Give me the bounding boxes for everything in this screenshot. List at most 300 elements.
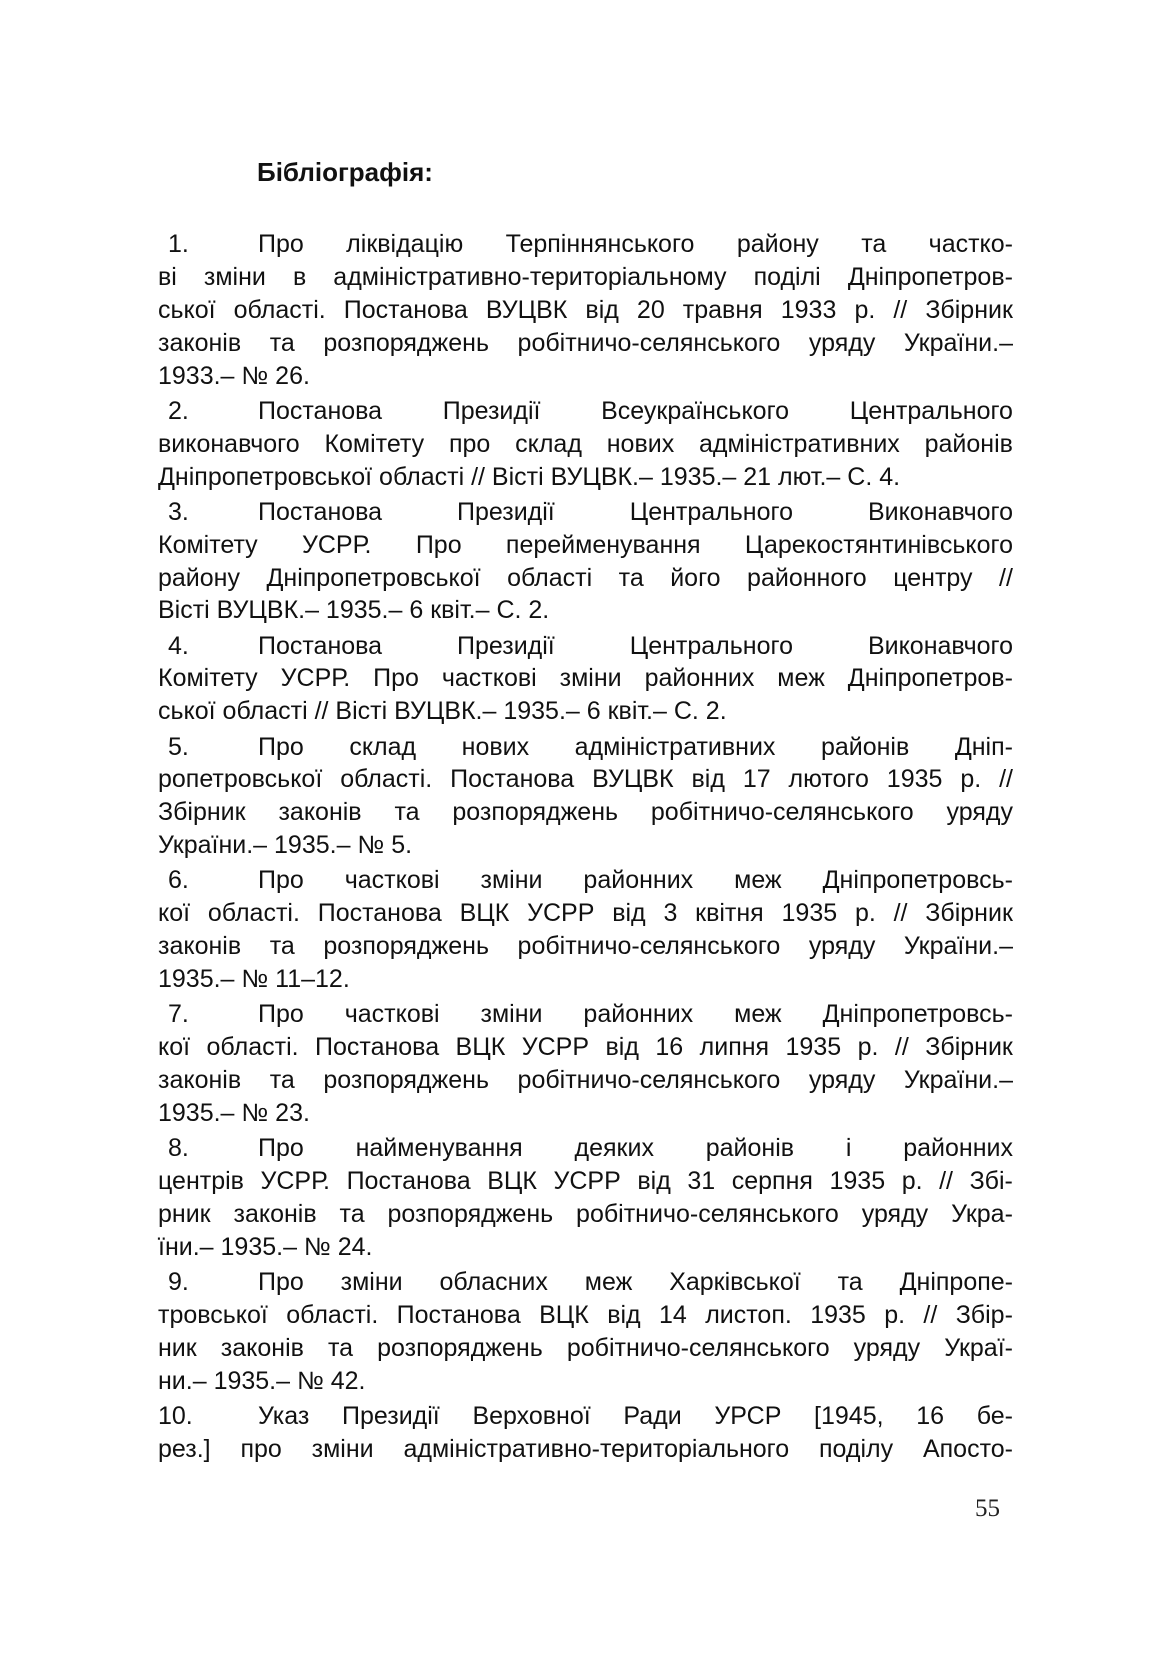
- word: Постанова: [258, 631, 383, 660]
- word: поділі: [753, 262, 821, 291]
- bibliography-entry: [158, 496, 1013, 628]
- word: ВЦК: [455, 1033, 506, 1062]
- entry-line: [158, 731, 1013, 764]
- entry-line-text: ни.– 1935.– № 42.: [158, 1366, 366, 1395]
- word: Дніп-: [954, 732, 1013, 761]
- word: Центрального: [629, 631, 793, 660]
- word: розпоряджень: [452, 798, 619, 827]
- word: Дніпропетров-: [847, 664, 1013, 693]
- word: //: [999, 765, 1013, 794]
- word: Постанова: [258, 497, 383, 526]
- entry-line: [158, 1365, 1013, 1398]
- entry-line: [158, 1132, 1013, 1165]
- entry-line: [158, 228, 1013, 261]
- entry-line-text: [158, 763, 1013, 796]
- entry-line-text: [158, 1299, 1013, 1332]
- word: нових: [606, 429, 675, 458]
- word: зміни: [559, 664, 622, 693]
- word: робітничо-селянського: [566, 1333, 830, 1362]
- entry-line: [158, 662, 1013, 695]
- word: та: [269, 1066, 295, 1095]
- bibliography-entry: [158, 1132, 1013, 1264]
- word: Збірник: [925, 295, 1013, 324]
- word: робітничо-селянського: [517, 328, 781, 357]
- word: рез.]: [158, 1434, 211, 1463]
- entry-line: [158, 529, 1013, 562]
- word: Президії: [457, 631, 555, 660]
- word: перейменування: [505, 530, 701, 559]
- word: та: [339, 1199, 365, 1228]
- word: Виконавчого: [867, 497, 1013, 526]
- entry-line: [158, 1031, 1013, 1064]
- word: робітничо-селянського: [517, 1066, 781, 1095]
- word: районів: [705, 1134, 795, 1163]
- word: [1945,: [814, 1401, 884, 1430]
- bibliography-entry: [158, 864, 1013, 996]
- word: меж: [734, 866, 782, 895]
- word: України.–: [903, 328, 1013, 357]
- bibliography-entry: [158, 228, 1013, 392]
- page-number: 55: [975, 1495, 1000, 1522]
- word: зміни: [340, 1267, 403, 1296]
- word: від: [612, 899, 646, 928]
- entry-line-text: [158, 562, 1013, 595]
- entry-line-text: [158, 662, 1013, 695]
- word: травня: [682, 295, 763, 324]
- word: Указ: [258, 1401, 310, 1430]
- entry-number: 9.: [168, 1267, 189, 1296]
- word: законів: [158, 932, 242, 961]
- word: розпоряджень: [323, 328, 489, 357]
- word: УСРР.: [280, 664, 351, 693]
- word: Постанова: [315, 1033, 440, 1062]
- word: району: [736, 230, 819, 258]
- entry-number: 8.: [168, 1134, 189, 1163]
- word: 16: [916, 1401, 945, 1430]
- word: листоп.: [705, 1300, 792, 1329]
- entry-line-text: [158, 1433, 1013, 1466]
- entry-line-text: [158, 529, 1013, 562]
- word: Постанова: [396, 1300, 521, 1329]
- word: розпоряджень: [323, 932, 489, 961]
- word: України.–: [903, 1066, 1013, 1095]
- word: уряду: [808, 1066, 876, 1095]
- entry-line: [158, 1064, 1013, 1097]
- word: Дніпропетровсь-: [822, 866, 1013, 895]
- entry-line: [158, 864, 1013, 897]
- entry-line-text: [258, 1266, 1013, 1299]
- word: Харківської: [669, 1267, 801, 1296]
- word: ВЦК: [459, 899, 510, 928]
- entry-line-text: [158, 261, 1013, 294]
- word: ник: [158, 1333, 197, 1362]
- word: ВЦК: [539, 1300, 589, 1329]
- entry-line-text: 1935.– № 11–12.: [158, 965, 350, 994]
- word: уряду: [808, 932, 876, 961]
- word: і: [845, 1134, 852, 1163]
- word: законів: [278, 798, 362, 827]
- word: Про: [258, 1267, 304, 1296]
- word: Укра-: [951, 1199, 1013, 1228]
- word: зміни: [311, 1434, 374, 1463]
- word: ліквідацію: [346, 230, 464, 258]
- word: адміністративних: [574, 732, 776, 761]
- entry-line: [158, 1266, 1013, 1299]
- word: Постанова: [450, 765, 575, 794]
- bibliography-entry: [158, 1266, 1013, 1398]
- word: Всеукраїнського: [601, 396, 790, 425]
- word: законів: [158, 1066, 242, 1095]
- word: 17: [742, 765, 771, 794]
- entry-line-text: [158, 327, 1013, 360]
- entry-line-text: [258, 630, 1013, 663]
- word: УРСР: [714, 1401, 782, 1430]
- word: та: [394, 798, 420, 827]
- word: 14: [659, 1300, 687, 1329]
- entry-line-text: [158, 428, 1013, 461]
- word: лютого: [788, 765, 869, 794]
- entry-line: [158, 897, 1013, 930]
- word: Президії: [457, 497, 555, 526]
- bibliography-list: [158, 228, 1013, 1468]
- bibliography-entry: [158, 395, 1013, 494]
- word: Комітету: [158, 530, 258, 559]
- word: від: [605, 1033, 639, 1062]
- word: р.: [960, 765, 982, 794]
- word: Украї-: [944, 1333, 1013, 1362]
- word: рник: [158, 1199, 211, 1228]
- word: 1935: [829, 1167, 886, 1196]
- entry-line: [158, 930, 1013, 963]
- word: Постанова: [346, 1167, 471, 1196]
- entry-line: [158, 1433, 1013, 1466]
- word: УСРР.: [260, 1167, 331, 1196]
- entry-number: 1.: [168, 230, 189, 258]
- word: УСРР.: [302, 530, 372, 559]
- entry-line: [158, 395, 1013, 428]
- word: Царекостянтинівського: [744, 530, 1013, 559]
- entry-line: [158, 327, 1013, 360]
- word: від: [691, 765, 725, 794]
- entry-line: [158, 360, 1013, 393]
- word: //: [894, 1033, 909, 1062]
- word: законів: [158, 328, 242, 357]
- word: 1935: [810, 1300, 866, 1329]
- word: та: [269, 328, 295, 357]
- word: та: [861, 230, 887, 258]
- entry-line: [158, 261, 1013, 294]
- word: законів: [233, 1199, 317, 1228]
- word: ВЦК: [487, 1167, 537, 1196]
- word: законів: [220, 1333, 304, 1362]
- word: //: [999, 563, 1013, 592]
- word: склад: [515, 429, 582, 458]
- word: Збі-: [969, 1167, 1013, 1196]
- word: уряду: [808, 328, 876, 357]
- word: обласних: [439, 1267, 548, 1296]
- word: області: [507, 563, 593, 592]
- entry-line-text: [258, 731, 1013, 764]
- word: районів: [924, 429, 1013, 458]
- entry-line-text: [158, 1165, 1013, 1198]
- entry-line-text: [258, 998, 1013, 1031]
- entry-line: [158, 461, 1013, 494]
- entry-line: [158, 1332, 1013, 1365]
- word: Про: [373, 664, 419, 693]
- word: часткові: [344, 866, 440, 895]
- entry-line-text: [258, 395, 1013, 428]
- word: Про: [258, 1000, 304, 1029]
- word: Комітету: [324, 429, 425, 458]
- word: адміністративно-територіального: [403, 1434, 790, 1463]
- word: 3: [663, 899, 678, 928]
- word: УСРР: [521, 1033, 590, 1062]
- word: Центрального: [629, 497, 793, 526]
- word: //: [893, 899, 908, 928]
- entry-line-text: ської області // Вісті ВУЦВК.– 1935.– 6 квіт.– С. 2.: [158, 697, 727, 726]
- word: 1935: [886, 765, 943, 794]
- entry-line-text: [158, 1198, 1013, 1231]
- word: розпоряджень: [377, 1333, 543, 1362]
- word: адміністративно-територіальному: [333, 262, 727, 291]
- word: ської: [158, 295, 216, 324]
- entry-line-text: [258, 1132, 1013, 1165]
- word: Постанова: [343, 295, 468, 324]
- entry-number: 4.: [168, 631, 189, 660]
- word: //: [923, 1300, 938, 1329]
- word: від: [585, 295, 619, 324]
- word: зміни: [203, 262, 266, 291]
- word: р.: [901, 1167, 923, 1196]
- word: розпоряджень: [387, 1199, 554, 1228]
- word: //: [939, 1167, 954, 1196]
- entry-number: 3.: [168, 497, 189, 526]
- word: р.: [854, 899, 876, 928]
- word: Центрального: [849, 396, 1013, 425]
- entry-line-text: [158, 1064, 1013, 1097]
- word: нових: [461, 732, 530, 761]
- entry-line-text: Вісті ВУЦВК.– 1935.– 6 квіт.– С. 2.: [158, 596, 550, 625]
- entry-line: [158, 1400, 1013, 1433]
- word: часткові: [344, 1000, 440, 1029]
- word: центру: [893, 563, 973, 592]
- word: виконавчого: [158, 429, 300, 458]
- word: склад: [349, 732, 417, 761]
- entry-line: [158, 630, 1013, 663]
- word: Збірник: [925, 899, 1013, 928]
- word: ВУЦВК: [485, 295, 568, 324]
- entry-number: 7.: [168, 1000, 189, 1029]
- entry-line: [158, 1097, 1013, 1130]
- word: уряду: [853, 1333, 921, 1362]
- word: про: [240, 1434, 282, 1463]
- word: меж: [584, 1267, 633, 1296]
- word: районних: [903, 1134, 1013, 1163]
- word: меж: [777, 664, 825, 693]
- word: Президії: [342, 1401, 440, 1430]
- word: Верховної: [472, 1401, 591, 1430]
- word: в: [292, 262, 307, 291]
- word: часткові: [441, 664, 537, 693]
- bibliography-entry: [158, 630, 1013, 729]
- word: районних: [583, 866, 694, 895]
- word: України.–: [903, 932, 1013, 961]
- word: області.: [340, 765, 433, 794]
- entry-line-text: [158, 1031, 1013, 1064]
- word: Про: [258, 866, 304, 895]
- word: Про: [258, 230, 304, 258]
- bibliography-entry: [158, 998, 1013, 1130]
- entry-line: [158, 998, 1013, 1031]
- word: 1933: [780, 295, 837, 324]
- word: кої: [158, 1033, 191, 1062]
- word: меж: [734, 1000, 782, 1029]
- word: та: [618, 563, 644, 592]
- word: Апосто-: [922, 1434, 1013, 1463]
- word: району: [158, 563, 240, 592]
- word: Дніпропетров-: [847, 262, 1013, 291]
- word: деяких: [574, 1134, 654, 1163]
- word: зміни: [480, 866, 543, 895]
- entry-line-text: України.– 1935.– № 5.: [158, 831, 413, 860]
- word: його: [670, 563, 721, 592]
- word: робітничо-селянського: [650, 798, 914, 827]
- bibliography-entry: [158, 1400, 1013, 1466]
- word: //: [893, 295, 908, 324]
- word: від: [637, 1167, 671, 1196]
- word: частко-: [928, 230, 1013, 258]
- word: найменування: [355, 1134, 523, 1163]
- entry-line: [158, 963, 1013, 996]
- word: робітничо-селянського: [517, 932, 781, 961]
- word: Про: [258, 1134, 304, 1163]
- word: УСРР: [553, 1167, 621, 1196]
- word: кої: [158, 899, 191, 928]
- word: робітничо-селянського: [576, 1199, 839, 1228]
- word: ропетровської: [158, 765, 323, 794]
- word: серпня: [731, 1167, 813, 1196]
- bibliography-entry: [158, 731, 1013, 863]
- word: Дніпропе-: [899, 1267, 1013, 1296]
- word: 1935: [781, 899, 838, 928]
- entry-line: [158, 1198, 1013, 1231]
- entry-line-text: [258, 864, 1013, 897]
- entry-line-text: [158, 897, 1013, 930]
- entry-line: [158, 496, 1013, 529]
- word: р.: [857, 1033, 879, 1062]
- entry-line-text: [258, 228, 1013, 261]
- word: Збірник: [925, 1033, 1013, 1062]
- entry-line: [158, 1231, 1013, 1264]
- word: 20: [636, 295, 665, 324]
- word: р.: [884, 1300, 906, 1329]
- word: тровської: [158, 1300, 268, 1329]
- word: та: [269, 932, 295, 961]
- word: Президії: [442, 396, 541, 425]
- word: поділу: [819, 1434, 894, 1463]
- word: ві: [158, 262, 177, 291]
- word: Збір-: [955, 1300, 1013, 1329]
- word: зміни: [480, 1000, 543, 1029]
- word: бе-: [976, 1401, 1013, 1430]
- word: Дніпропетровської: [266, 563, 481, 592]
- bibliography-heading: Бібліографія:: [257, 157, 433, 187]
- word: Про: [258, 732, 304, 761]
- word: липня: [699, 1033, 770, 1062]
- entry-line: [158, 562, 1013, 595]
- entry-line-text: [158, 796, 1013, 829]
- word: квітня: [695, 899, 764, 928]
- word: Ради: [623, 1401, 682, 1430]
- entry-line: [158, 763, 1013, 796]
- entry-line: [158, 796, 1013, 829]
- word: від: [607, 1300, 641, 1329]
- word: районних: [583, 1000, 694, 1029]
- word: 16: [655, 1033, 684, 1062]
- word: області.: [207, 899, 300, 928]
- word: районного: [747, 563, 867, 592]
- word: 31: [687, 1167, 716, 1196]
- word: районів: [820, 732, 910, 761]
- word: та: [837, 1267, 863, 1296]
- entry-line: [158, 1165, 1013, 1198]
- entry-line: [158, 594, 1013, 627]
- word: та: [327, 1333, 354, 1362]
- word: області.: [206, 1033, 299, 1062]
- entry-line: [158, 829, 1013, 862]
- entry-number: 2.: [168, 396, 189, 425]
- word: Виконавчого: [867, 631, 1013, 660]
- entry-number: 5.: [168, 732, 189, 761]
- word: розпоряджень: [323, 1066, 489, 1095]
- entry-line-text: [258, 496, 1013, 529]
- word: Збірник: [158, 798, 246, 827]
- word: ВУЦВК: [592, 765, 674, 794]
- entry-line-text: [158, 930, 1013, 963]
- entry-number: 10.: [158, 1401, 193, 1430]
- entry-line-text: [258, 1400, 1013, 1433]
- entry-number: 6.: [168, 866, 189, 895]
- word: Дніпропетровсь-: [822, 1000, 1013, 1029]
- entry-line: [158, 1299, 1013, 1332]
- word: адміністративних: [699, 429, 900, 458]
- word: центрів: [158, 1167, 244, 1196]
- entry-line-text: [158, 294, 1013, 327]
- word: Про: [415, 530, 462, 559]
- word: УСРР: [527, 899, 595, 928]
- word: 1935: [785, 1033, 842, 1062]
- word: Терпіннянського: [505, 230, 695, 258]
- entry-line-text: Дніпропетровської області // Вісті ВУЦВК.– 1935.– 21 лют.– С. 4.: [158, 462, 901, 491]
- word: районних: [644, 664, 755, 693]
- entry-line-text: 1935.– № 23.: [158, 1098, 310, 1127]
- word: Постанова: [317, 899, 442, 928]
- word: області.: [286, 1300, 379, 1329]
- word: області.: [233, 295, 326, 324]
- word: Постанова: [258, 396, 383, 425]
- entry-line: [158, 428, 1013, 461]
- entry-line: [158, 294, 1013, 327]
- word: про: [448, 429, 491, 458]
- word: р.: [854, 295, 876, 324]
- entry-line-text: їни.– 1935.– № 24.: [158, 1232, 373, 1261]
- entry-line-text: [158, 1332, 1013, 1365]
- entry-line: [158, 695, 1013, 728]
- word: уряду: [861, 1199, 929, 1228]
- entry-line-text: 1933.– № 26.: [158, 361, 310, 390]
- word: Комітету: [158, 664, 258, 693]
- word: уряду: [946, 798, 1013, 827]
